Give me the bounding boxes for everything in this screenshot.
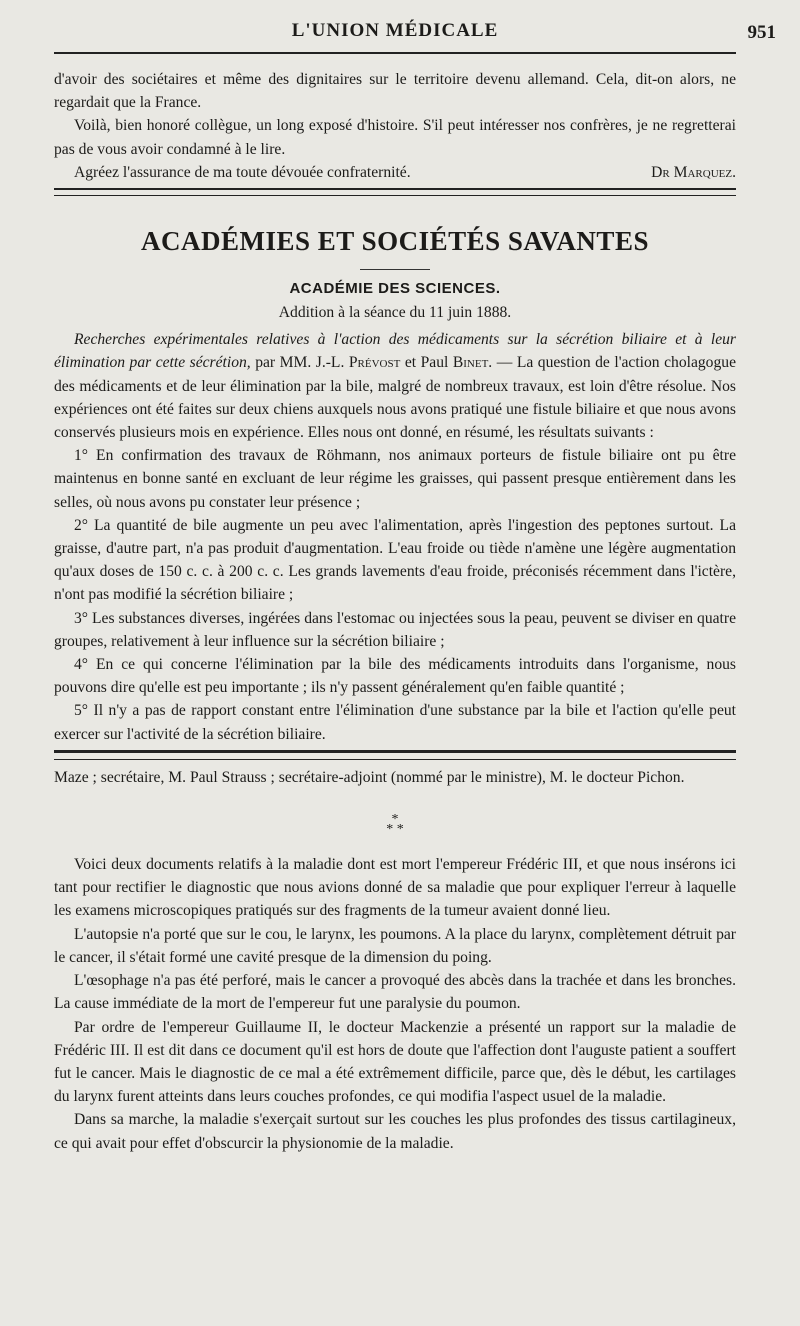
journal-title: L'UNION MÉDICALE	[291, 20, 499, 41]
academy-name: ACADÉMIE DES SCIENCES.	[289, 280, 501, 298]
section-title: ACADÉMIES ET SOCIÉTÉS SAVANTES	[141, 226, 649, 257]
signature: Dr Marquez.	[651, 163, 736, 181]
news-continuation: Maze ; secrétaire, M. Paul Strauss ; secrétaire-adjoint (nommé par le ministre), M. le docteur Pichon.	[54, 768, 685, 786]
closing-formula: Agréez l'assurance de ma toute dévouée confraternité.	[74, 163, 411, 181]
result-item: 3° Les substances diverses, ingérées dans l'estomac ou injectées sous la peau, peuvent se diviser en quatre groupes, relativement à leur influence sur la sécrétion biliaire ;	[54, 609, 736, 650]
letter-paragraph: Voilà, bien honoré collègue, un long exposé d'histoire. S'il peut intéresser nos confrères, je ne regretterai pas de vous avoir condamné à le lire.	[54, 117, 736, 158]
result-item: 1° En confirmation des travaux de Röhmann, nos animaux porteurs de fistule biliaire ont pu être maintenus en bonne santé en excluant de leur régime les graisses, qui passent presque entièrement dans les selles, où nous avons pu constater leur présence ;	[54, 447, 736, 511]
result-item: 5° Il n'y a pas de rapport constant entre l'élimination d'une substance par la bile et l'action qu'elle peut exercer sur l'activité de la sécrétion biliaire.	[54, 702, 736, 743]
abstract-paragraph	[54, 328, 736, 444]
session-line: Addition à la séance du 11 juin 1888.	[278, 304, 512, 322]
news-paragraph: Dans sa marche, la maladie s'exerçait surtout sur les couches les plus profondes des tissus cartilagineux, ce qui avait pour effet d'obscurcir la physionomie de la maladie.	[54, 1111, 736, 1152]
running-head	[54, 0, 776, 54]
signoff-row	[54, 161, 736, 184]
title-rule	[360, 269, 430, 270]
letter-paragraph: d'avoir des sociétaires et même des dignitaires sur le territoire devenu allemand. Cela, dit-on alors, ne regardait que la France.	[54, 71, 736, 112]
page-number: 951	[747, 22, 776, 43]
authors-prefix: par MM. J.-L.	[255, 354, 345, 372]
news-paragraph: L'œsophage n'a pas été perforé, mais le cancer a provoqué des abcès dans la trachée et dans les bronches. La cause immédiate de la mort de l'empereur fut une paralysie du poumon.	[54, 972, 736, 1013]
abstract-body: — La question de l'action cholagogue des médicaments et de leur élimination par la bile, malgré de nombreux travaux, est loin d'être résolue. Nos expériences ont été faites sur deux chiens auxquels nous avons pratiqué une fistule biliaire et que nous avons conservés plusieurs mois en expérience. Elles nous ont donné, en résumé, les résultats suivants :	[54, 354, 736, 442]
author-name: Prévost	[348, 354, 401, 372]
asterism-bottom: * *	[386, 822, 404, 838]
asterism	[54, 812, 736, 838]
result-item: 2° La quantité de bile augmente un peu avec l'alimentation, après l'ingestion des peptones surtout. La graisse, d'autre part, n'a pas produit d'augmentation. L'eau froide ou tiède n'amène une légère augmentation qu'aux doses de 150 c. c. à 200 c. c. Les grands lavements d'eau froide, préconisés récemment dans l'ictère, n'ont pas modifié la sécrétion biliaire ;	[54, 516, 736, 604]
section-divider	[54, 188, 736, 196]
news-paragraph: L'autopsie n'a porté que sur le cou, le larynx, les poumons. A la place du larynx, complètement détruit par le cancer, il s'était formé une cavité presque de la dimension du poing.	[54, 925, 736, 966]
result-item: 4° En ce qui concerne l'élimination par la bile des médicaments introduits dans l'organisme, nous pouvons dire qu'elle est peu importante ; ils n'y passent généralement qu'en faible quantité ;	[54, 656, 736, 697]
news-paragraph: Par ordre de l'empereur Guillaume II, le docteur Mackenzie a présenté un rapport sur la maladie de Frédéric III. Il est dit dans ce document qu'il est hors de doute que l'affection dont l'auguste patient a souffert fut le cancer. Mais le diagnostic de ce mal a été extrêmement difficile, parce que, dès le début, les cartilages du larynx furent atteints dans leurs couches profondes, ce qui modifia l'aspect usuel de la maladie.	[54, 1018, 736, 1106]
column-divider	[54, 750, 736, 760]
authors-mid: et Paul	[404, 354, 449, 372]
author-name: Binet.	[452, 354, 493, 372]
letter-ending	[54, 68, 736, 184]
abstract-title: Recherches expérimentales relatives à l'action des médicaments sur la sécrétion biliaire et à leur élimination par cette sécrétion,	[54, 331, 736, 372]
asterism-top: *	[391, 812, 399, 828]
news-paragraph: Voici deux documents relatifs à la maladie dont est mort l'empereur Frédéric III, et que nous insérons ici tant pour rectifier le diagnostic que nous avions donné de sa maladie que pour expliquer l'erreur à laquelle les examens microscopiques pratiqués sur des fragments de la tumeur avaient donné lieu.	[54, 856, 736, 920]
